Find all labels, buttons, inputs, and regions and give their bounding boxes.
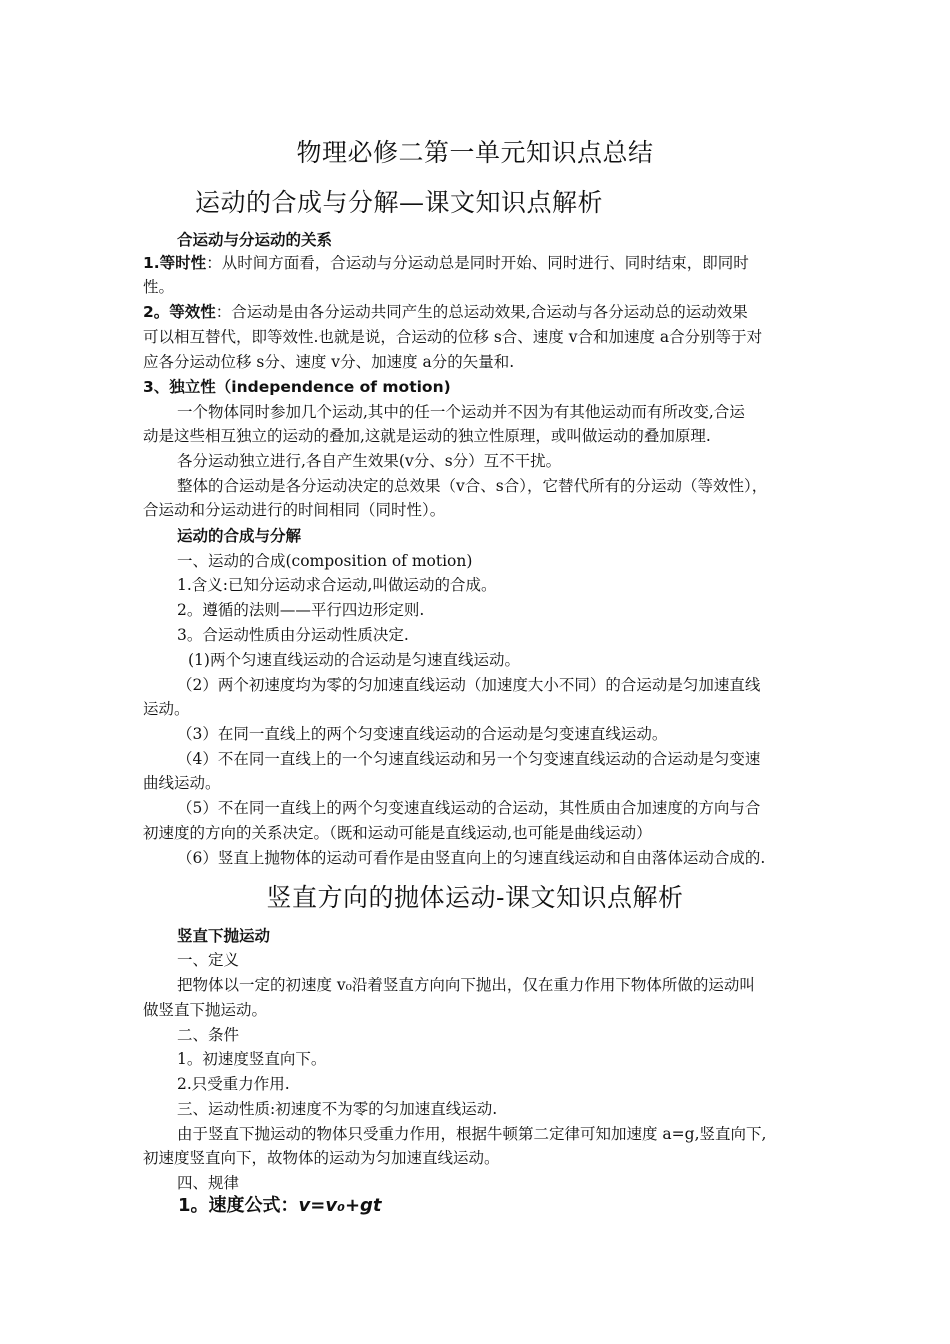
main-title: 物理必修二第一单元知识点总结 xyxy=(296,138,654,167)
para-equivalence xyxy=(143,302,748,322)
condition-2: 2.只受重力作用. xyxy=(177,1075,290,1093)
item-composition-1: 1.含义:已知分运动求合运动,叫做运动的合成。 xyxy=(177,576,497,594)
para-definition: 把物体以一定的初速度 v₀沿着竖直方向向下抛出，仅在重力作用下物体所做的运动叫 xyxy=(177,976,755,994)
label-simultaneity: 1.等时性 xyxy=(143,254,207,272)
section-title-composition: 运动的合成与分解—课文知识点解析 xyxy=(195,188,604,217)
para-simultaneity xyxy=(143,253,749,273)
rule-6: （6）竖直上抛物体的运动可看作是由竖直向上的匀速直线运动和自由落体运动合成的. xyxy=(177,849,766,867)
heading-relation: 合运动与分运动的关系 xyxy=(177,231,333,249)
rule-5: （5）不在同一直线上的两个匀变速直线运动的合运动，其性质由合加速度的方向与合 xyxy=(177,799,761,817)
rule-4-cont: 曲线运动。 xyxy=(143,774,221,792)
velocity-formula-expression: v=v₀+gt xyxy=(298,1195,382,1216)
heading-downward-throw: 竖直下抛运动 xyxy=(177,927,271,945)
para-nature-cont: 初速度竖直向下，故物体的运动为匀加速直线运动。 xyxy=(143,1149,500,1167)
section-title-projectile: 竖直方向的抛体运动-课文知识点解析 xyxy=(266,883,684,912)
para-independence-1-cont: 动是这些相互独立的运动的叠加,这就是运动的独立性原理，或叫做运动的叠加原理. xyxy=(143,427,711,445)
item-definition: 一、定义 xyxy=(177,951,240,969)
heading-composition: 运动的合成与分解 xyxy=(177,527,302,545)
heading-independence: 3、独立性（independence of motion) xyxy=(143,378,451,396)
condition-1: 1。初速度竖直向下。 xyxy=(177,1050,327,1068)
para-independence-3-cont: 合运动和分运动进行的时间相同（同时性）。 xyxy=(143,501,446,519)
para-nature: 由于竖直下抛运动的物体只受重力作用，根据牛顿第二定律可知加速度 a=g,竖直向下, xyxy=(177,1125,767,1143)
para-simultaneity-cont: 性。 xyxy=(143,278,175,296)
rule-1: (1)两个匀速直线运动的合运动是匀速直线运动。 xyxy=(188,651,520,669)
item-composition-2: 2。遵循的法则——平行四边形定则. xyxy=(177,601,425,619)
para-independence-2: 各分运动独立进行,各自产生效果(v分、s分）互不干扰。 xyxy=(177,452,562,470)
para-equivalence-cont2: 应各分运动位移 s分、速度 v分、加速度 a分的矢量和. xyxy=(143,353,515,371)
velocity-formula-label: 1。速度公式： xyxy=(178,1195,299,1216)
para-independence-1: 一个物体同时参加几个运动,其中的任一个运动并不因为有其他运动而有所改变,合运 xyxy=(177,403,745,421)
item-laws: 四、规律 xyxy=(177,1174,240,1192)
rule-2-cont: 运动。 xyxy=(143,700,190,718)
item-composition-3: 3。合运动性质由分运动性质决定. xyxy=(177,626,409,644)
rule-4: （4）不在同一直线上的一个匀速直线运动和另一个匀变速直线运动的合运动是匀变速 xyxy=(177,750,761,768)
label-equivalence: 2。等效性 xyxy=(143,303,216,321)
item-composition-title: 一、运动的合成(composition of motion) xyxy=(177,552,473,570)
rule-3: （3）在同一直线上的两个匀变速直线运动的合运动是匀变速直线运动。 xyxy=(177,725,668,743)
para-equivalence-cont1: 可以相互替代，即等效性.也就是说，合运动的位移 s合、速度 v合和加速度 a合分别等于对 xyxy=(143,328,763,346)
text-equivalence: ：合运动是由各分运动共同产生的总运动效果,合运动与各分运动总的运动效果 xyxy=(215,303,748,321)
text-simultaneity: ：从时间方面看，合运动与分运动总是同时开始、同时进行、同时结束，即同时 xyxy=(206,254,749,272)
item-nature: 三、运动性质:初速度不为零的匀加速直线运动. xyxy=(177,1100,498,1118)
para-independence-3: 整体的合运动是各分运动决定的总效果（v合、s合），它替代所有的分运动（等效性）， xyxy=(177,477,768,495)
rule-5-cont: 初速度的方向的关系决定。（既和运动可能是直线运动,也可能是曲线运动） xyxy=(143,824,652,842)
para-definition-cont: 做竖直下抛运动。 xyxy=(143,1001,268,1019)
velocity-formula xyxy=(178,1196,382,1216)
rule-2: （2）两个初速度均为零的匀加速直线运动（加速度大小不同）的合运动是匀加速直线 xyxy=(177,676,761,694)
item-conditions: 二、条件 xyxy=(177,1026,240,1044)
